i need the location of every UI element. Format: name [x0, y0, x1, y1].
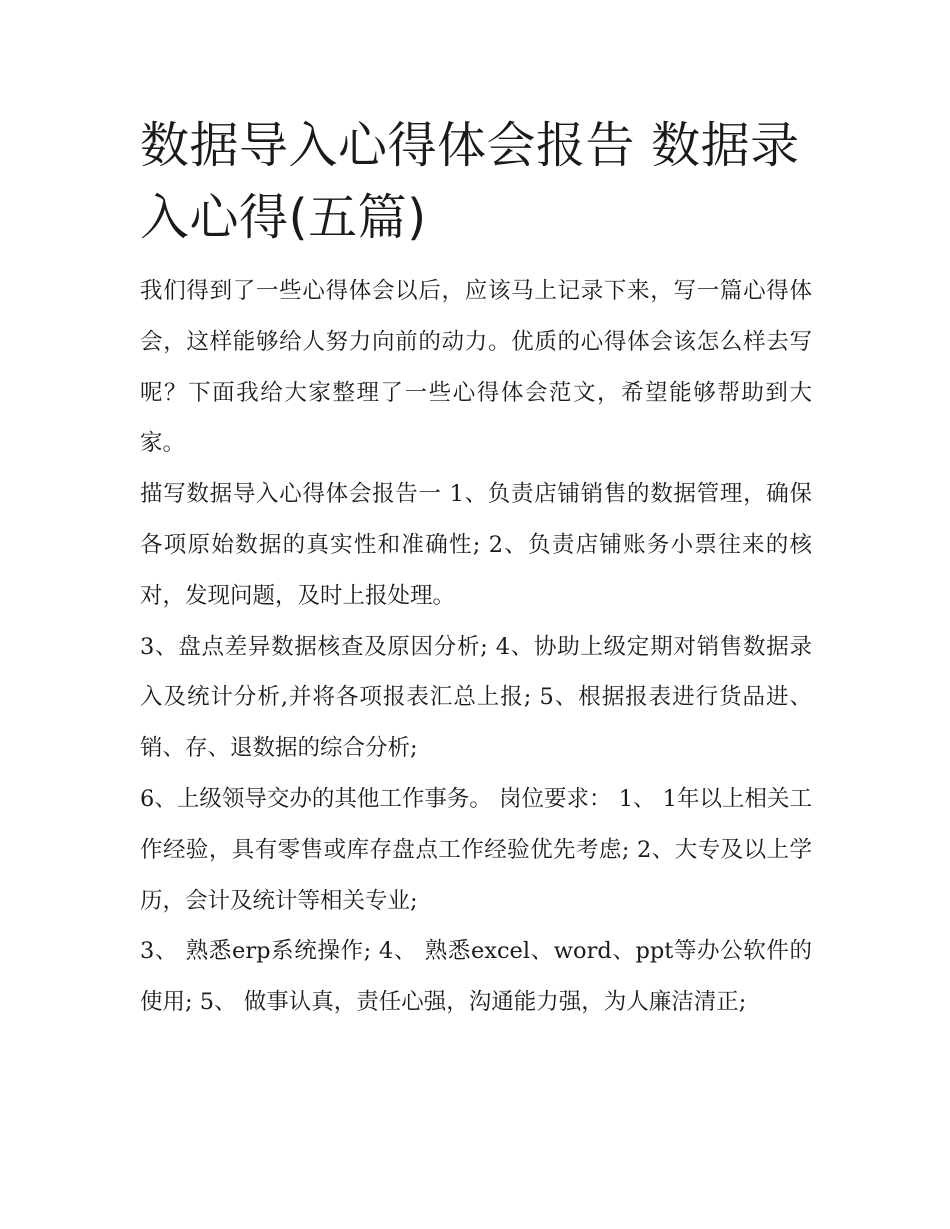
document-title: 数据导入心得体会报告 数据录入心得(五篇) — [140, 117, 800, 246]
paragraph-report-one: 描写数据导入心得体会报告一 1、负责店铺销售的数据管理，确保各项原始数据的真实性和准确性; 2、负责店铺账务小票往来的核对，发现问题，及时上报处理。 — [140, 481, 812, 609]
document-page — [140, 110, 812, 1028]
paragraph-requirements-3-5: 3、 熟悉erp系统操作; 4、 熟悉excel、word、ppt等办公软件的使用; 5、 做事认真，责任心强，沟通能力强，为人廉洁清正; — [140, 938, 812, 1016]
paragraph-intro: 我们得到了一些心得体会以后，应该马上记录下来，写一篇心得体会，这样能够给人努力向前的动力。优质的心得体会该怎么样去写呢？下面我给大家整理了一些心得体会范文，希望能够帮助到大家。 — [140, 278, 812, 457]
paragraph-duty-6-requirements: 6、上级领导交办的其他工作事务。 岗位要求： 1、 1年以上相关工作经验，具有零售或库存盘点工作经验优先考虑; 2、大专及以上学历，会计及统计等相关专业; — [140, 785, 812, 914]
paragraph-duties-3-5: 3、盘点差异数据核查及原因分析; 4、协助上级定期对销售数据录入及统计分析,并将各项报表汇总上报; 5、根据报表进行货品进、销、存、退数据的综合分析; — [140, 633, 812, 762]
